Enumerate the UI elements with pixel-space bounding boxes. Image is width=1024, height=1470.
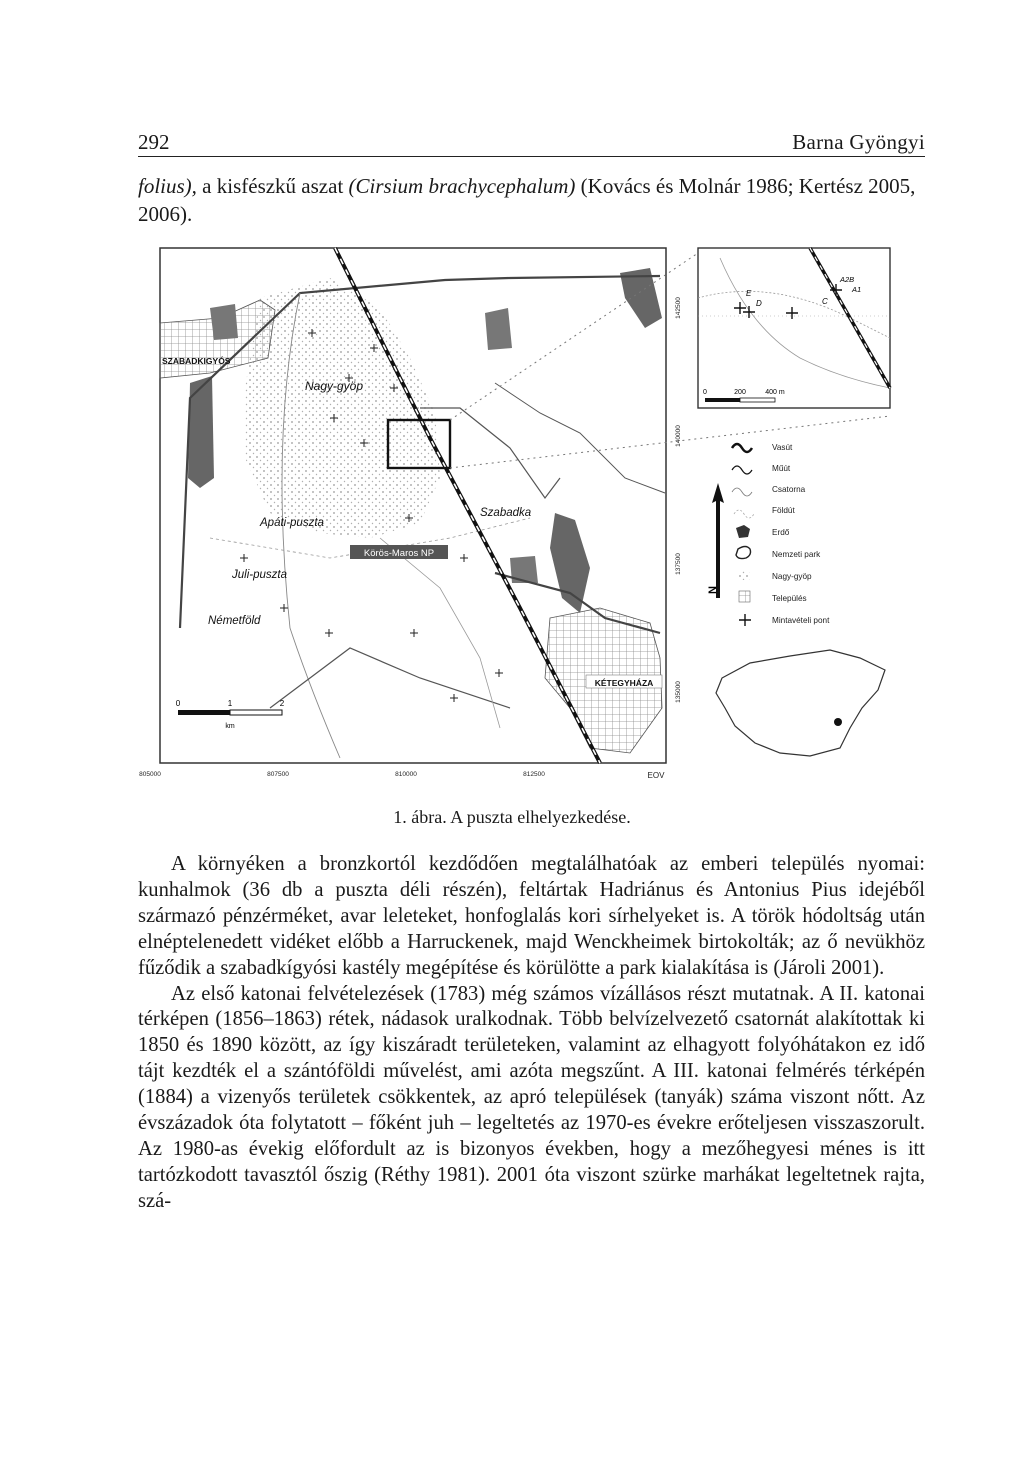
paragraph-1: A környéken a bronzkortól kezdődően megtalálhatóak az emberi település nyomai: kunhalmok (36 db a puszta déli részén), feltártak Hadriánus és Antonius Pius idejéből származó pénzérméket, avar leleteket, honfoglalás kori sírhelyeket is. A török hódoltság után elnéptelenedett vidéket előbb a Harruckenek, majd Wenckheimek birtokolták; az ő nevükhöz fűződik a szabadkígyósi kastély megépítése és körülötte a park kialakítása is (Jároli 2001).	[138, 853, 925, 979]
forest-4	[485, 308, 512, 350]
scalebar-black	[178, 710, 230, 715]
inset-point-a1: A1	[852, 285, 862, 294]
scalebar-unit: km	[225, 723, 235, 730]
intro-text-1: a kisfészkű aszat	[202, 174, 349, 198]
legend	[732, 443, 830, 626]
location-marker	[834, 718, 842, 726]
legend-vasut: Vasút	[772, 443, 793, 452]
hungary-outline	[716, 650, 885, 756]
location-map-figure	[139, 238, 910, 788]
scalebar-white	[230, 710, 282, 715]
body-text	[138, 852, 925, 1215]
y-tick: 137500	[675, 553, 682, 575]
legend-nemzeti-park: Nemzeti park	[772, 550, 821, 559]
x-axis-unit: EOV	[647, 771, 665, 780]
legend-railway-icon	[732, 444, 752, 452]
inset-point-d: D	[756, 299, 762, 308]
y-tick: 135000	[675, 681, 682, 703]
label-szabadkigyos: SZABADKIGYÓS	[162, 356, 231, 366]
legend-sample-point-icon	[739, 614, 751, 626]
scalebar-2: 2	[279, 699, 285, 708]
scalebar-0: 0	[175, 699, 181, 708]
label-nemetfold: Németföld	[208, 615, 261, 627]
x-tick: 812500	[523, 771, 545, 778]
label-apati-puszta: Apáti-puszta	[260, 517, 324, 529]
y-tick: 140000	[675, 425, 682, 447]
legend-settlement-icon	[739, 591, 750, 602]
legend-nagy-gyop-icon	[738, 570, 750, 580]
y-tick: 142500	[675, 297, 682, 319]
paragraph-2: Az első katonai felvételezések (1783) még számos vízállásos részt mutatnak. A II. katonai térképen (1856–1863) rétek, nádasok uralkodnak. Több belvízelvezető csatornát alakítottak ki 1850 és 1890 között, az így kiszáradt területeken, valamint az elhagyott folyóhátakon ez idő tájt kezdték el a szántóföldi művelést, ami azóta megszűnt. A III. katonai felmérés térképén (1884) a vizenyős területek csökkentek, az apró települések (tanyák) száma viszont nőtt. Az évszázadok óta folytatott – főként juh – legeltetés az 1970-es évekre erőteljesen visszaszorult. Az 1980-as évekig előfordult az is bizonyos években, hogy a mezőhegyesi ménes is itt tartózkodott tavasztól őszig (Réthy 1981). 2001 óta viszont szürke marhákat legeltetnek rajta, szá-	[138, 982, 925, 1212]
intro-text	[138, 172, 925, 228]
label-szabadka: Szabadka	[480, 507, 532, 519]
north-label: N	[707, 586, 719, 594]
inset-point-c: C	[822, 297, 828, 306]
x-tick: 805000	[139, 771, 161, 778]
label-ketegyhaza: KÉTEGYHÁZA	[594, 678, 654, 688]
page-number: 292	[138, 130, 170, 154]
label-np: Körös-Maros NP	[363, 548, 435, 559]
forest-1	[188, 376, 214, 488]
forest-5	[210, 304, 238, 340]
legend-dirt-road-icon	[734, 510, 754, 518]
legend-telepules: Település	[772, 594, 807, 603]
label-nagy-gyop: Nagy-gyöp	[305, 379, 364, 393]
legend-national-park-icon	[736, 547, 751, 559]
inset-point-e: E	[746, 289, 752, 298]
inset-point-a2b: A2B	[840, 275, 855, 284]
scalebar-1: 1	[227, 699, 233, 708]
inset-map	[698, 248, 890, 408]
intro-species: (Cirsium brachycephalum)	[348, 174, 576, 198]
north-arrow-shaft	[716, 500, 720, 598]
running-author: Barna Gyöngyi	[792, 130, 925, 154]
legend-foldut: Földút	[772, 506, 795, 515]
legend-erdo: Erdő	[772, 528, 790, 537]
x-tick: 810000	[395, 771, 417, 778]
inset-scale-400: 400 m	[765, 389, 785, 396]
location-map	[139, 238, 910, 788]
inset-scale-200: 200	[734, 389, 746, 396]
legend-muut: Műút	[772, 464, 791, 473]
legend-canal-icon	[732, 488, 752, 496]
inset-scale-0: 0	[703, 389, 707, 396]
legend-forest-icon	[736, 525, 750, 538]
label-juli-puszta: Juli-puszta	[232, 569, 287, 581]
legend-csatorna: Csatorna	[772, 485, 806, 494]
figure-caption: 1. ábra. A puszta elhelyezkedése.	[393, 807, 631, 827]
x-tick: 807500	[267, 771, 289, 778]
intro-italic-1: folius),	[138, 174, 203, 198]
intro-citation: (Kovács és Molnár 1986; Kertész 2005, 2006).	[138, 174, 916, 226]
legend-mintaveteli-pont: Mintavételi pont	[772, 616, 830, 625]
page-header	[138, 130, 925, 157]
legend-road-icon	[732, 466, 752, 474]
legend-nagy-gyop: Nagy-gyöp	[772, 572, 812, 581]
